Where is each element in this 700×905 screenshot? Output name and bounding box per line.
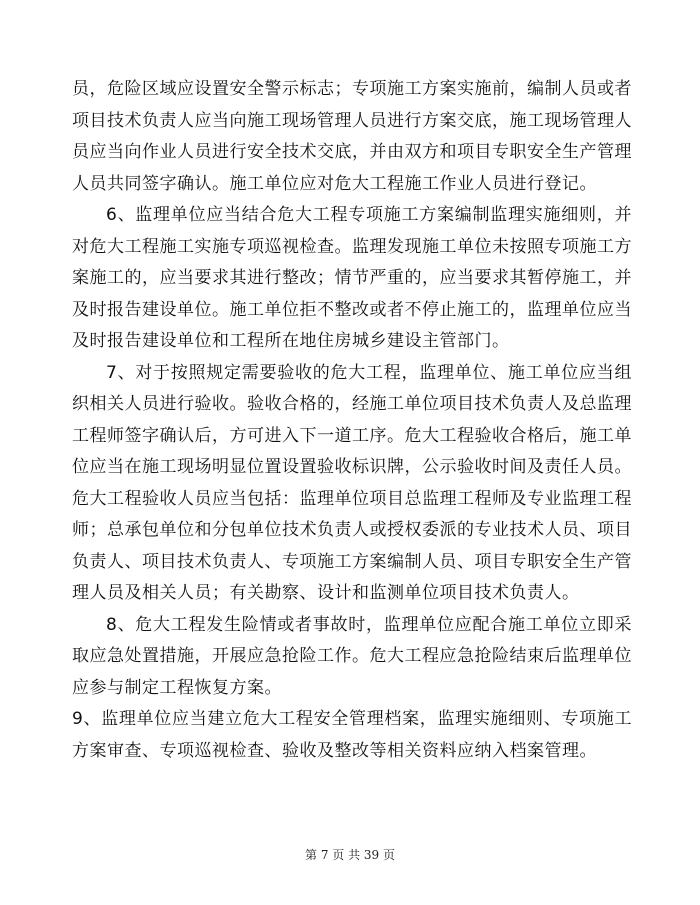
paragraph-item-7: 7、对于按照规定需要验收的危大工程，监理单位、施工单位应当组织相关人员进行验收。验收合格的，经施工单位项目技术负责人及总监理工程师签字确认后，方可进入下一道工序。危大工程验收合格后，施工单位应当在施工现场明显位置设置验收标识牌，公示验收时间及责任人员。危大工程验收人员应当包括：监理单位项目总监理工程师及专业监理工程师；总承包单位和分包单位技术负责人或授权委派的专业技术人员、项目负责人、项目技术负责人、专项施工方案编制人员、项目专职安全生产管理人员及相关人员；有关勘察、设计和监测单位项目技术负责人。 [72, 362, 632, 603]
paragraph-item-6: 6、监理单位应当结合危大工程专项施工方案编制监理实施细则，并对危大工程施工实施专项巡视检查。监理发现施工单位未按照专项施工方案施工的，应当要求其进行整改；情节严重的，应当要求其暂停施工，并及时报告建设单位。施工单位拒不整改或者不停止施工的，监理单位应当及时报告建设单位和工程所在地住房城乡建设主管部门。 [72, 205, 632, 351]
page-number-footer: 第 7 页 共 39 页 [305, 848, 395, 862]
paragraph-item-9: 9、监理单位应当建立危大工程安全管理档案，监理实施细则、专项施工方案审查、专项巡视检查、验收及整改等相关资料应纳入档案管理。 [72, 709, 632, 761]
body-text [72, 74, 632, 767]
paragraph-item-8: 8、危大工程发生险情或者事故时，监理单位应配合施工单位立即采取应急处置措施，开展应急抢险工作。危大工程应急抢险结束后监理单位应参与制定工程恢复方案。 [72, 614, 632, 698]
paragraph-continuation: 员，危险区域应设置安全警示标志；专项施工方案实施前，编制人员或者项目技术负责人应当向施工现场管理人员进行方案交底，施工现场管理人员应当向作业人员进行安全技术交底，并由双方和项目专职安全生产管理人员共同签字确认。施工单位应对危大工程施工作业人员进行登记。 [72, 79, 632, 194]
